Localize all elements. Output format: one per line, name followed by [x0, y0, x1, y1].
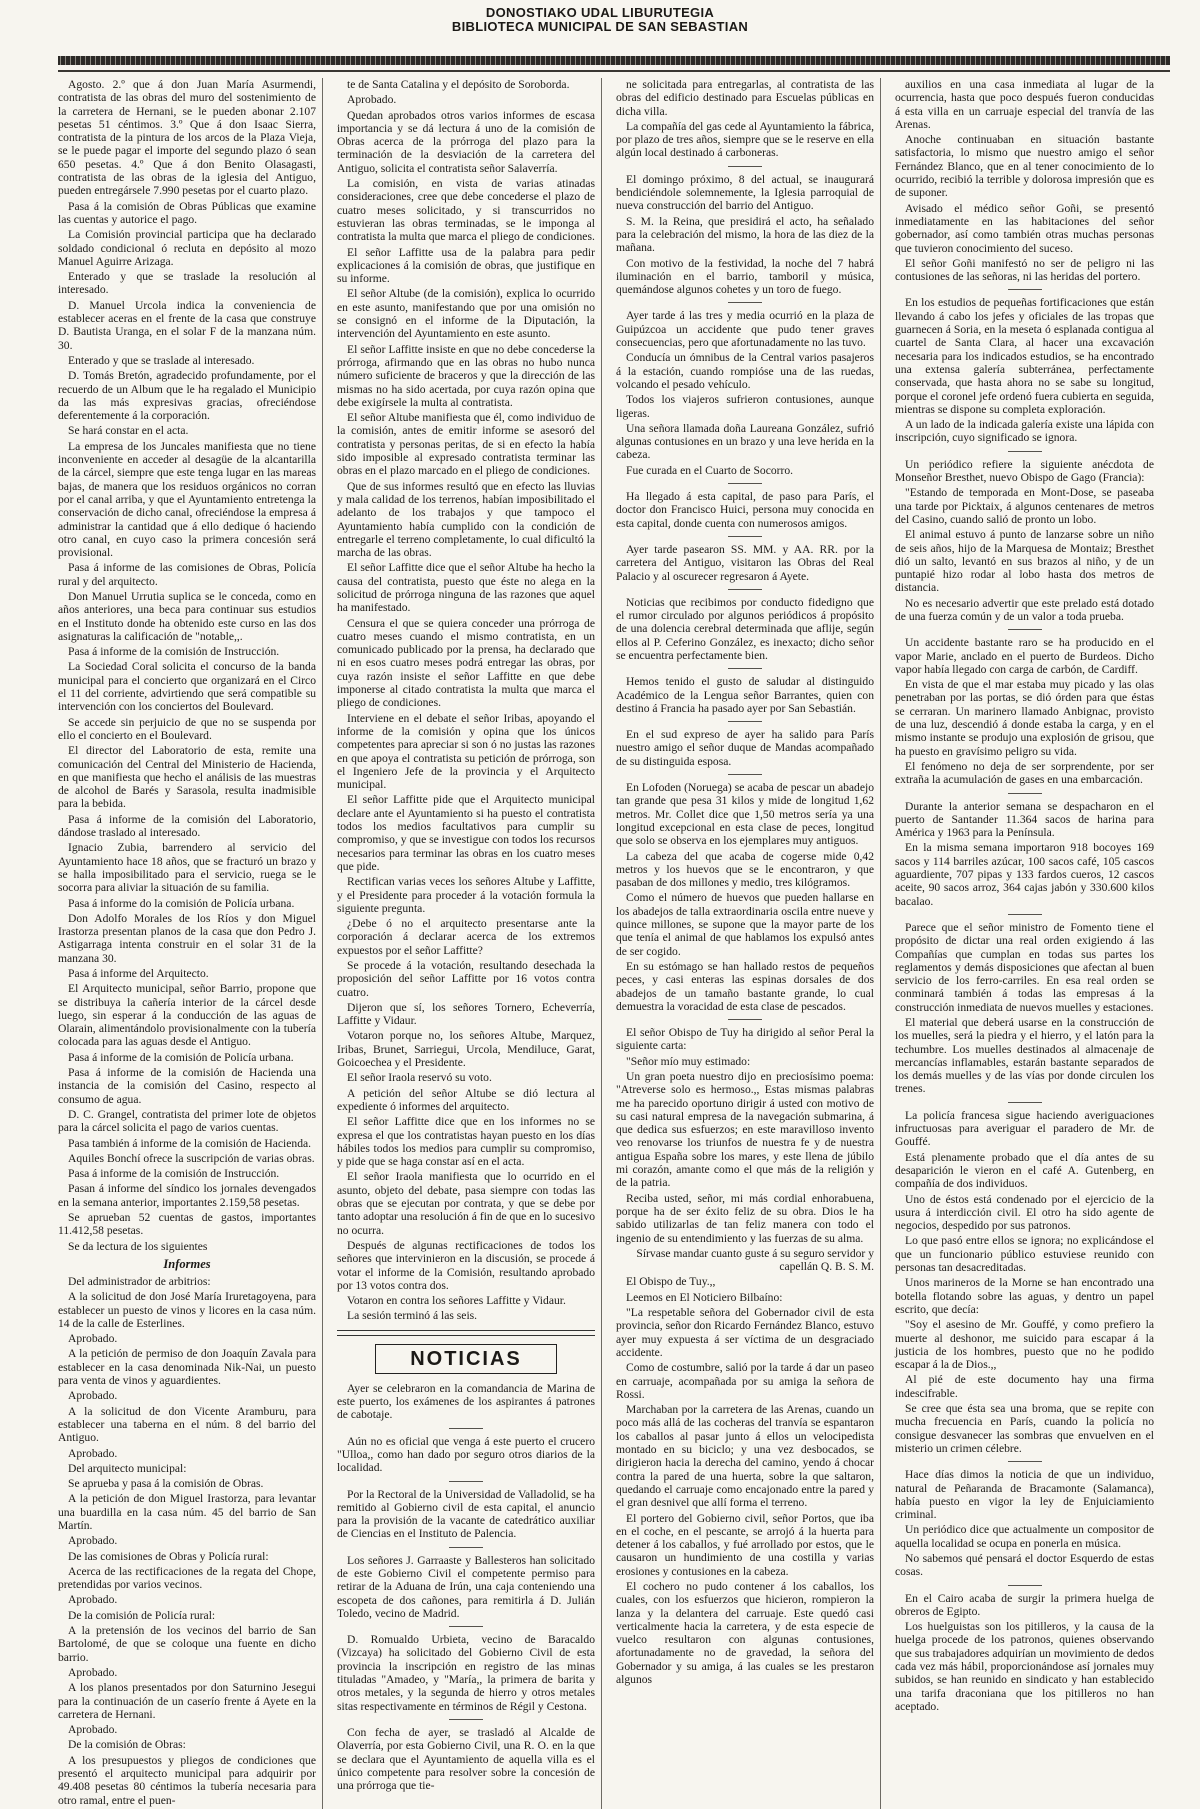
news-item: Los huelguistas son los pitilleros, y la causa de la huelga procede de los patronos, quienes observando que sus trabajadores adquirían un movimiento de dedos cada vez más hábil, proporcionándose así jornales muy subidos, se han reunido en sindicato y han establecido una tarifa draconiana que los pitilleros no han aceptado. — [895, 1620, 1154, 1713]
news-item: Sírvase mandar cuanto guste á su seguro servidor y capellán Q. B. S. M. — [636, 1246, 874, 1274]
news-item: Un gran poeta nuestro dijo en preciosísimo poema: "Atreverse solo es hermoso.,, Estas mismas palabras me ha parecido oportuno dirigir á usted con motivo de su casi natural empresa de la navegación submarina, á que dedica sus esfuerzos; en este maravilloso invento veo renovarse los triunfos de nuestra fe y de nuestra antigua España sobre los mares, y este llena de júbilo mi corazón, amante como el que más de la religión y de la patria. — [616, 1070, 874, 1190]
news-item: Aún no es oficial que venga á este puerto el crucero "Ulloa,, como han dado por seguro otros diarios de la localidad. — [337, 1434, 595, 1475]
news-item: Ayer tarde á las tres y media ocurrió en la plaza de Guipúzcoa un accidente que pudo tener graves consecuencias, pero que afortunadamente no las tuvo. — [616, 309, 874, 350]
item-separator — [1008, 451, 1042, 452]
item-separator — [728, 302, 762, 303]
news-item: Conducía un ómnibus de la Central varios pasajeros á la estación, cuando rompióse una de las ruedas, volcando el pesado vehículo. — [616, 351, 874, 391]
library-name-basque: DONOSTIAKO UDAL LIBURUTEGIA — [485, 5, 715, 20]
item-separator — [728, 721, 762, 722]
news-item: Como de costumbre, salió por la tarde á dar un paseo en carruaje, acompañada por su amiga la señora de Rossi. — [616, 1361, 874, 1401]
article-paragraph: D. Manuel Urcola indica la conveniencia de establecer aceras en el frente de la casa que construye D. Bautista Uranga, en el solar F de la manzana núm. 30. — [58, 298, 316, 352]
masthead-rule — [58, 56, 1170, 65]
article-paragraph: Se hará constar en el acta. — [68, 424, 189, 438]
article-paragraph: El señor Altube manifiesta que él, como individuo de la comisión, antes de emitir informe se asesoró del contratista y personas peritas, de si en efecto la había sido imposible al expresado contratista terminar las obras en el plazo marcado en el pliego de condiciones. — [337, 411, 595, 478]
news-item: El Obispo de Tuy.,, — [626, 1275, 716, 1289]
news-item: En la misma semana importaron 918 bocoyes 169 sacos y 114 barriles azúcar, 100 sacos café, 105 cascos aguardiente, 707 pipas y 133 fardos cueros, 12 cascos aceite, 90 sacos arroz, 364 cajas jabón y 330.600 kilos bacalao. — [895, 841, 1154, 908]
news-item: Un accidente bastante raro se ha producido en el vapor Marie, anclado en el puerto de Burdeos. Dicho vapor había llegado con carga de carbón, de Cardiff. — [895, 636, 1154, 676]
article-paragraph: Censura el que se quiera conceder una prórroga de cuatro meses cuando el mismo contratista, en un comunicado publicado por la prensa, ha declarado que ni en esos cuatro meses podrá entregar las obras, por cuya razón insiste el señor Laffitte en que debe imponerse al citado contratista la multa que marca el pliego de condiciones. — [337, 616, 595, 710]
news-item: En vista de que el mar estaba muy picado y las olas penetraban por las portas, se dió órden para que éstas se cerraran. Un marinero llamado Anbignac, provisto de una luz, descendió á donde estaba la carga, y en el mismo instante se produjo una explosión de grisou, que ha puesto en gravísimo peligro su vida. — [895, 678, 1154, 758]
item-separator — [728, 589, 762, 590]
news-item: Con motivo de la festividad, la noche del 7 habrá iluminación en el barrio, tamboril y música, quemándose algunos cohetes y un toro de fuego. — [616, 256, 874, 297]
item-separator — [1008, 793, 1042, 794]
article-paragraph: A la solicitud de don José María Iruretagoyena, para establecer un puesto de vinos y licores en la casa núm. 14 de la calle de Esterlines. — [58, 1290, 316, 1330]
news-item: Un periódico dice que actualmente un compositor de aquella localidad se ocupa en ponerla en música. — [895, 1523, 1154, 1550]
news-item: Todos los viajeros sufrieron contusiones, aunque ligeras. — [616, 393, 874, 420]
article-paragraph: Aprobado. — [68, 1389, 118, 1403]
item-separator — [449, 1626, 483, 1627]
article-paragraph: A los planos presentados por don Saturnino Jesegui para la continuación de un caserío frente á Ayete en la carretera de Hernani. — [58, 1681, 316, 1721]
article-paragraph: La comisión, en vista de varias atinadas consideraciones, cree que debe concederse el plazo de cuatro meses solicitado, y si transcurridos no estuvieran las obras terminadas, se le imponga al contratista la multa que marca el pliego de condiciones. — [337, 177, 595, 244]
news-item: ne solicitada para entregarlas, al contratista de las obras del edificio destinado para Escuelas públicas en dicha villa. — [616, 78, 874, 118]
article-paragraph: D. C. Grangel, contratista del primer lote de objetos para la cárcel solicita el pago de varios cuentas. — [58, 1107, 316, 1135]
article-paragraph: Aprobado. — [68, 1593, 118, 1607]
library-name-spanish: BIBLIOTECA MUNICIPAL DE SAN SEBASTIAN — [451, 19, 749, 34]
article-paragraph: Pasa á informe del Arquitecto. — [68, 967, 209, 980]
news-item: El portero del Gobierno civil, señor Portos, que iba en el coche, en el pescante, se arrojó á la huerta para detener á los caballos, y fué arrollado por estos, que le causaron un hundimiento de una costilla y varias erosiones y contusiones en la cabeza. — [616, 1511, 874, 1578]
news-item: El animal estuvo á punto de lanzarse sobre un niño de seis años, hijo de la Marquesa de Montaiz; Bresthet dió un salto, levantó en sus brazos al niño, y de un puntapié hizo rodar al lobo hasta dos metros de distancia. — [895, 528, 1154, 595]
article-paragraph: Aprobado. — [68, 1446, 118, 1460]
item-separator — [449, 1481, 483, 1482]
news-item: "Estando de temporada en Mont-Dose, se paseaba una tarde por Picktaix, á algunos centenares de metros del Casino, cuando salió de pronto un lobo. — [895, 486, 1154, 526]
news-item: Como el número de huevos que pueden hallarse en los abadejos de talla extraordinaria oscila entre nueve y quince millones, se supone que la mayor parte de los que tenía el animal de que hablamos los expulsó antes de ser cogido. — [616, 891, 874, 958]
item-separator — [728, 668, 762, 669]
article-paragraph: Enterado y que se traslade al interesado. — [68, 353, 255, 367]
article-paragraph: Votaron en contra los señores Laffitte y Vidaur. — [347, 1294, 566, 1308]
news-item: El señor Obispo de Tuy ha dirigido al señor Peral la siguiente carta: — [616, 1026, 874, 1053]
article-paragraph: Agosto. 2.º que á don Juan María Asurmendi, contratista de las obras del muro del sostenimiento de la carretera de Hernani, se le pueden abonar 2.107 pesetas 51 céntimos. 3.º Que á don Isaac Sierra, contratista de la pintura de los arcos de la Plaza Vieja, se le puede pagar el importe del segundo plazo ó sean 650 pesetas. 4.º Que á don Benito Olasagasti, contratista de las obras de la iglesia del Antiguo, pueden entregársele 7.990 pesetas por el cuarto plazo. — [58, 78, 316, 198]
news-item: Unos marineros de la Morne se han encontrado una botella flotando sobre las aguas, y dentro un papel escrito, que decía: — [895, 1276, 1154, 1316]
article-paragraph: A la solicitud de don Vicente Aramburu, para establecer una taberna en el núm. 8 del barrio del Antiguo. — [58, 1404, 316, 1445]
article-paragraph: El señor Iraola manifiesta que lo ocurrido en el asunto, objeto del debate, pasa siempre con todas las obras que se ejecutan por contrata, y que se debe por tanto adoptar una resolución á fin de que en lo sucesivo no ocurra. — [337, 1170, 595, 1237]
section-heading-informes: Informes — [163, 1256, 211, 1271]
article-paragraph: De las comisiones de Obras y Policía rural: — [68, 1549, 269, 1563]
news-item: Avisado el médico señor Goñi, se presentó inmediatamente en las habitaciones del señor gobernador, así como también otras muchas personas que tuvieron conocimiento del suceso. — [895, 201, 1154, 255]
article-paragraph: El señor Laffitte dice que en los informes no se expresa el que los contratistas hayan puesto en los días hábiles todos los medios para cumplir su compromiso, y pide que se haga constar así en el acta. — [337, 1115, 595, 1169]
section-divider — [337, 1330, 595, 1336]
article-paragraph: Dijeron que sí, los señores Tornero, Echeverría, Laffitte y Vidaur. — [337, 1000, 595, 1028]
item-separator — [449, 1547, 483, 1548]
news-item: Una señora llamada doña Laureana González, sufrió algunas contusiones en un brazo y una leve herida en la cabeza. — [616, 421, 874, 462]
article-paragraph: Pasan á informe del síndico los jornales devengados en la semana anterior, importantes 2.159,58 pesetas. — [58, 1182, 316, 1209]
column-4 — [895, 78, 1160, 1809]
article-paragraph: Aprobado. — [68, 1665, 118, 1679]
article-paragraph: A la petición de don Miguel Irastorza, para levantar una buardilla en la casa núm. 45 del barrio de San Martín. — [58, 1492, 316, 1532]
article-paragraph: Se aprueban 52 cuentas de gastos, importantes 11.412,58 pesetas. — [58, 1211, 316, 1238]
article-paragraph: Se aprueba y pasa á la comisión de Obras. — [68, 1477, 264, 1491]
article-paragraph: Aprobado. — [68, 1534, 118, 1548]
news-item: En los estudios de pequeñas fortificaciones que están llevando á cabo los jefes y oficiales de las tropas que guarnecen á Soria, en la meseta ó esplanada contigua al cuartel de Santa Clara, al hacer una excavación necesaria para los indicados estudios, se ha encontrado una extensa galería subterránea, perfectamente conservada, que hasta ahora no se sabe su longitud, porque el coronel jefe ordenó fuera cubierta en seguida, mientras se dispone su completa exploración. — [895, 296, 1154, 416]
news-item: No es necesario advertir que este prelado está dotado de una fuerza común y de un valor a toda prueba. — [895, 596, 1154, 623]
item-separator — [1008, 1585, 1042, 1586]
article-paragraph: ¿Debe ó no el arquitecto presentarse ante la corporación á declarar acerca de los extremos expuestos por el señor Laffitte? — [337, 917, 595, 957]
item-separator — [728, 166, 762, 167]
article-paragraph: Se procede á la votación, resultando desechada la proposición del señor Laffitte por 16 votos contra cuatro. — [337, 959, 595, 999]
item-separator — [728, 536, 762, 537]
article-paragraph: A los presupuestos y pliegos de condiciones que presentó el arquitecto municipal para adquirir por 49.408 pesetas 80 céntimos la tubería necesaria para otro ramal, entre el puen- — [58, 1753, 316, 1807]
news-item: El señor Goñi manifestó no ser de peligro ni las contusiones de las señoras, ni las heridas del portero. — [895, 256, 1154, 284]
news-item: La cabeza del que acaba de cogerse mide 0,42 metros y los huevos que se le encontraron, y que pasaban de dos millones y medio, tres kilógramos. — [616, 849, 874, 890]
article-paragraph: Enterado y que se traslade la resolución al interesado. — [58, 270, 316, 297]
article-paragraph: A petición del señor Altube se dió lectura al expediente ó informes del arquitecto. — [337, 1086, 595, 1113]
column-3 — [616, 78, 881, 1809]
news-item: Está plenamente probado que el día antes de su desaparición le vieron en el café A. Gutenberg, en compañía de dos individuos. — [895, 1150, 1154, 1191]
article-paragraph: D. Tomás Bretón, agradecido profundamente, por el recuerdo de un Album que le ha regalado el Municipio da las más expresivas gracias, ofreciéndose deferentemente á la corporación. — [58, 369, 316, 423]
article-paragraph: Pasa á informe de la comisión de Instrucción. — [68, 645, 280, 659]
news-item: Anoche continuaban en situación bastante satisfactoria, lo mismo que nuestro amigo el señor Fernández Blanco, que en al tener conocimiento de lo ocurrido, recibió la terrible y dolorosa impresión que es de suponer. — [895, 133, 1154, 200]
article-paragraph: A la petición de permiso de don Joaquín Zavala para establecer en la casa denominada Nik-Nai, un puesto para venta de vinos y aguardientes. — [58, 1347, 316, 1388]
news-item: Hace días dimos la noticia de que un individuo, natural de Peñaranda de Bracamonte (Salamanca), había puesto en vigor la ley de Enjuiciamiento criminal. — [895, 1468, 1154, 1522]
news-item: Al pié de este documento hay una firma indescifrable. — [895, 1373, 1154, 1400]
column-2 — [337, 78, 602, 1809]
item-separator — [728, 774, 762, 775]
column-1 — [58, 78, 323, 1809]
news-item: Ayer tarde pasearon SS. MM. y AA. RR. por la carretera del Antiguo, visitaron las Obras del Real Palacio y al oscurecer regresaron á Ayete. — [616, 542, 874, 583]
news-item: No sabemos qué pensará el doctor Esquerdo de estas cosas. — [895, 1551, 1154, 1579]
news-item: Noticias que recibimos por conducto fidedigno que el rumor circulado por algunos periódicos á propósito de una dolencia cerebral determinada que aflije, según ellos al P. Ceferino González, es inexacto; dicho señor se encuentra perfectamente bien. — [616, 595, 874, 662]
article-paragraph: Del administrador de arbitrios: — [68, 1274, 211, 1288]
news-item: En el Cairo acaba de surgir la primera huelga de obreros de Egipto. — [895, 1591, 1154, 1618]
item-separator — [1008, 289, 1042, 290]
news-item: En el sud expreso de ayer ha salido para París nuestro amigo el señor duque de Mandas acompañado de su distinguida esposa. — [616, 728, 874, 768]
news-item: "La respetable señora del Gobernador civil de esta provincia, señor don Ricardo Fernández Blanco, estuvo ayer muy expuesta á ser víctima de un desgraciado accidente. — [616, 1306, 874, 1359]
article-paragraph: Pasa á informe de la comisión de Hacienda una instancia de la comisión del Casino, respecto al consumo de agua. — [58, 1066, 316, 1106]
news-item: Con fecha de ayer, se trasladó al Alcalde de Olaverría, por esta Gobierno Civil, una R. O. en la que se declara que el Ayuntamiento de aquella villa es el único competente para resolver sobre la concesión de una prórroga que tie- — [337, 1725, 595, 1793]
news-item: "Soy el asesino de Mr. Gouffé, y como prefiero la muerte al deshonor, me suicido para escapar á la justicia de los hombres, puesto que no he podido escapar á la de Dios.,, — [895, 1318, 1154, 1372]
article-paragraph: Del arquitecto municipal: — [68, 1461, 187, 1475]
article-paragraph: Se da lectura de los siguientes — [68, 1239, 208, 1253]
article-paragraph: El Arquitecto municipal, señor Barrio, propone que se distribuya la cañería interior de la cárcel desde luego, sin esperar á la conducción de las aguas de Olarain, alimentándolo provisionalmente con la tubería colocada para las aguas desde el Antiguo. — [58, 982, 316, 1049]
news-item: El domingo próximo, 8 del actual, se inaugurará bendiciéndole solemnemente, la Iglesia parroquial de nueva construcción del barrio del Antiguo. — [616, 172, 874, 213]
item-separator — [1008, 914, 1042, 915]
article-paragraph: La Comisión provincial participa que ha declarado soldado condicional ó recluta en depósito al mozo Manuel Aguirre Arizaga. — [58, 228, 316, 268]
library-header — [0, 6, 1200, 34]
article-paragraph: A la pretensión de los vecinos del barrio de San Bartolomé, de que se coloque una fuente en dicho barrio. — [58, 1624, 316, 1664]
article-paragraph: Don Adolfo Morales de los Ríos y don Miguel Irastorza presentan planos de la casa que don Pedro J. Astigarraga intenta construir en el solar 31 de la manzana 30. — [58, 911, 316, 965]
news-item: Leemos en El Noticiero Bilbaíno: — [626, 1290, 783, 1304]
article-paragraph: Pasa á informe de las comisiones de Obras, Policía rural y del arquitecto. — [58, 561, 316, 588]
news-item: S. M. la Reina, que presidirá el acto, ha señalado para la celebración del mismo, la hora de las diez de la mañana. — [616, 214, 874, 255]
article-paragraph: La sesión terminó á las seis. — [347, 1309, 478, 1323]
news-item: "Señor mío muy estimado: — [626, 1054, 751, 1068]
item-separator — [1008, 629, 1042, 630]
article-paragraph: Interviene en el debate el señor Iribas, apoyando el informe de la comisión y opina que los únicos competentes para apreciar si son ó no justas las razones en que apoya el contratista su petición de prórroga, son el Ingeniero Jefe de la provincia y el Arquitecto municipal. — [337, 711, 595, 792]
news-item: Reciba usted, señor, mi más cordial enhorabuena, porque ha de ser éxito feliz de su obra. Dios le ha sabido utilizarlas de tan feliz manera con todo el ingenio de su entendimiento y las fuerzas de su alma. — [616, 1191, 874, 1245]
article-paragraph: Quedan aprobados otros varios informes de escasa importancia y se dá lectura á uno de la comisión de Obras acerca de la prórroga del plazo para la terminación de la desviación de la carretera del Antiguo, solicita el contratista señor Salaverría. — [337, 108, 595, 175]
article-paragraph: Pasa á informe do la comisión de Policía urbana. — [68, 896, 295, 910]
article-paragraph: El señor Laffitte usa de la palabra para pedir explicaciones á la comisión de obras, que justifique en su informe. — [337, 245, 595, 286]
article-paragraph: El señor Laffitte insiste en que no debe concederse la prórroga, afirmando que en las obras no hubo nunca número suficiente de braceros y que la dirección de las mismas no ha sido acertada, por cuya razón opina que debe exigírsele la multa al contratista. — [337, 342, 595, 409]
news-item: A un lado de la indicada galería existe una lápida con inscripción, cuyo significado se ignora. — [895, 418, 1154, 445]
news-item: Por la Rectoral de la Universidad de Valladolid, se ha remitido al Gobierno civil de esta capital, el anuncio para la provisión de la vacante de catedrático auxiliar de Ciencias en el Instituto de Palencia. — [337, 1487, 595, 1541]
article-paragraph: El señor Laffitte dice que el señor Altube ha hecho la causa del contratista, puesto que éste no alega en la solicitud de prórroga ninguna de las razones que aquel ha manifestado. — [337, 561, 595, 615]
news-item: El material que deberá usarse en la construcción de los muelles, será la piedra y el hierro, y el latón para la techumbre. Los muelles destinados al almacenaje de mercancías inflamables, estarán bastante separados de los demás muelles y de las vías por donde circulen los trenes. — [895, 1016, 1154, 1096]
news-item: D. Romualdo Urbieta, vecino de Baracaldo (Vizcaya) ha solicitado del Gobierno Civil de esta provincia la inscripción en registro de las minas tituladas "Amadeo, y "María,, la primera de barita y otros metales, y la segunda de hierro y otros metales sitas respectivamente en términos de Régil y Cestona. — [337, 1633, 595, 1713]
news-item: Se cree que ésta sea una broma, que se repite con mucha frecuencia en París, cuando la policía no consigue desvanecer las sombras que envuelven en el misterio un crimen célebre. — [895, 1402, 1154, 1455]
news-item: La compañía del gas cede al Ayuntamiento la fábrica, por plazo de tres años, siempre que se le reserve en ella algún local destinado á carboneras. — [616, 119, 874, 160]
news-item: Un periódico refiere la siguiente anécdota de Monseñor Bresthet, nuevo Obispo de Gago (Francia): — [895, 457, 1154, 485]
article-paragraph: Rectifican varias veces los señores Altube y Laffitte, y el Presidente para proceder á la votación formula la siguiente pregunta. — [337, 875, 595, 915]
item-separator — [728, 483, 762, 484]
article-paragraph: Acerca de las rectificaciones de la regata del Chope, pretendidas por varios vecinos. — [58, 1564, 316, 1592]
article-paragraph: El señor Iraola reservó su voto. — [347, 1071, 492, 1085]
article-paragraph: De la comisión de Obras: — [68, 1738, 186, 1752]
news-item: Uno de éstos está condenado por el ejercicio de la usura á interdicción civil. El otro ha sido agente de negocios, despedido por sus patronos. — [895, 1192, 1154, 1233]
article-paragraph: El señor Altube (de la comisión), explica lo ocurrido en este asunto, manifestando que por una omisión no se consignó en el informe de la Diputación, la intervención del Ayuntamiento en este asunto. — [337, 287, 595, 341]
article-paragraph: El señor Laffitte pide que el Arquitecto municipal declare ante el Ayuntamiento si ha puesto el contratista todos los medios facultativos para cumplir su compromiso, y que se investigue con todos los recursos necesarios para terminar las obras en los cuatro meses que pide. — [337, 793, 595, 873]
article-paragraph: De la comisión de Policía rural: — [68, 1608, 216, 1622]
news-item: Fue curada en el Cuarto de Socorro. — [626, 463, 794, 477]
article-paragraph: La empresa de los Juncales manifiesta que no tiene inconveniente en acceder al desagüe de la alcantarilla de la cárcel, siempre que este tenga lugar en las mareas bajas, de manera que los residuos orgánicos no corran por el canal arriba, y que el Ayuntamiento entretenga la conservación de dicho canal, ofreciéndose la empresa á administrar la cantidad que á ello dedique ó haciendo otro canal, en cuyo caso la primera concesión será provisional. — [58, 439, 316, 560]
article-paragraph: El director del Laboratorio de esta, remite una comunicación del Central del Ministerio de Hacienda, en que manifiesta que hecho el análisis de las muestras de alcohol de Barés y Sarasola, resulta inadmisible para la bebida. — [58, 744, 316, 811]
item-separator — [449, 1719, 483, 1720]
section-heading-noticias: NOTICIAS — [375, 1344, 557, 1374]
item-separator — [1008, 1102, 1042, 1103]
article-paragraph: Pasa también á informe de la comisión de Hacienda. — [68, 1136, 312, 1150]
article-paragraph: Pasa á informe de la comisión del Laboratorio, dándose traslado al interesado. — [58, 812, 316, 840]
news-item: Los señores J. Garraaste y Ballesteros han solicitado de este Gobierno Civil el competente permiso para retirar de la Aduana de Irún, una caja conteniendo una escopeta de dos cañones, para remitirla á D. Julián Toledo, vecino de Madrid. — [337, 1553, 595, 1620]
article-paragraph: Votaron porque no, los señores Altube, Marquez, Iribas, Brunet, Sarriegui, Urcola, Mendiluce, Garat, Goicoechea y el Presidente. — [337, 1029, 595, 1070]
masthead-thin-rule — [58, 70, 1170, 72]
article-paragraph: Aprobado. — [68, 1332, 118, 1346]
article-paragraph: Que de sus informes resultó que en efecto las lluvias y mala calidad de los terrenos, habían imposibilitado el adelanto de los trabajos y que tampoco el Ayuntamiento había cumplido con la condición de entregarle el terreno completamente, lo cual dificultó la marcha de las obras. — [337, 479, 595, 560]
news-item: Ha llegado á esta capital, de paso para París, el doctor don Francisco Huici, persona muy conocida en esta capital, donde cuenta con numerosos amigos. — [616, 490, 874, 530]
news-item: Parece que el señor ministro de Fomento tiene el propósito de dictar una real orden exigiendo á las Compañías que cumplan en todas sus partes los reglamentos y demás disposiciones que afectan al buen servicio de los ferro-carriles. En esa real orden se conminará también á todas las empresas á la construcción inmediata de nuevos muelles y estaciones. — [895, 920, 1154, 1014]
article-paragraph: La Sociedad Coral solicita el concurso de la banda municipal para el concierto que organizará en el Circo el 11 del corriente, advirtiendo que será compatible su intervención con los conciertos del Boulevard. — [58, 660, 316, 714]
article-paragraph: Aquiles Bonchí ofrece la suscripción de varias obras. — [68, 1151, 315, 1165]
article-paragraph: Aprobado. — [347, 93, 397, 107]
item-separator — [449, 1428, 483, 1429]
item-separator — [1008, 1461, 1042, 1462]
news-item: Marchaban por la carretera de las Arenas, cuando un poco más allá de las cocheras del tranvía se espantaron los caballos al pasar junto á ellos un velocipedista montado en su biciclo; y una vez desbocados, se dirigieron hacia la derecha del camino, yendo á chocar contra la pared de una huerta, sobre la que saltaron, quedando el carruaje como encajonado entre la pared y el gran desnivel que allí forma el terreno. — [616, 1403, 874, 1510]
news-item: Ayer se celebraron en la comandancia de Marina de este puerto, los exámenes de los aspirantes á patrones de cabotaje. — [337, 1381, 595, 1422]
news-item: Lo que pasó entre ellos se ignora; no explicándose el que un funcionario público estuviese reunido con personas tan desacreditadas. — [895, 1234, 1154, 1275]
news-item: El cochero no pudo contener á los caballos, los cuales, con los esfuerzos que hicieron, rompieron la lanza y la delantera del carruaje. Este quedó casi verticalmente hacia la carretera, y de esta especie de vuelco resultaron con algunas contusiones, afortunadamente no de gravedad, la señora del Gobernador y su amiga, á las cuales se les prestaron algunos — [616, 1579, 874, 1687]
news-item: auxilios en una casa inmediata al lugar de la ocurrencia, hasta que poco después fueron conducidas á esta villa en un carruaje especial del tranvía de las Arenas. — [895, 78, 1154, 131]
news-item: Durante la anterior semana se despacharon en el puerto de Santander 11.364 sacos de harina para América y 1963 para la Península. — [895, 799, 1154, 840]
news-item: En su estómago se han hallado restos de pequeños peces, y casi enteras las espinas dorsales de dos abadejos de un tamaño bastante grande, lo cual demuestra la voracidad de esta clase de pescados. — [616, 959, 874, 1013]
news-item: El fenómeno no deja de ser sorprendente, por ser extraña la acumulación de gases en una embarcación. — [895, 759, 1154, 787]
item-separator — [728, 1019, 762, 1020]
newspaper-columns — [58, 78, 1170, 1807]
article-paragraph: Se accede sin perjuicio de que no se suspenda por ello el concierto en el Boulevard. — [58, 715, 316, 742]
news-item: Hemos tenido el gusto de saludar al distinguido Académico de la Lengua señor Barrantes, quien con destino á Francia ha pasado ayer por San Sebastián. — [616, 675, 874, 715]
news-item: En Lofoden (Noruega) se acaba de pescar un abadejo tan grande que pesa 31 kilos y mide de longitud 1,62 metros. Mr. Collet dice que 1,50 metros sería ya una longitud excepcional en esta clase de peces, longitud que solo se observa en los ejemplares muy antiguos. — [616, 781, 874, 848]
article-paragraph: Pasa á informe de la comisión de Instrucción. — [68, 1167, 280, 1181]
article-paragraph: Don Manuel Urrutia suplica se le conceda, como en años anteriores, una beca para continuar sus estudios en el Instituto donde ha obtenido este curso en las dos asignaturas la calificación de "notable,,. — [58, 589, 316, 643]
article-paragraph: Aprobado. — [68, 1723, 118, 1737]
article-paragraph: te de Santa Catalina y el depósito de Soroborda. — [347, 78, 570, 91]
article-paragraph: Pasa á informe de la comisión de Policía urbana. — [68, 1050, 294, 1064]
article-paragraph: Ignacio Zubia, barrendero al servicio del Ayuntamiento hace 18 años, que se fracturó un brazo y se halla imposibilitado para el servicio, ruega se le socorra para aliviar la situación de su familia. — [58, 841, 316, 895]
article-paragraph: Pasa á la comisión de Obras Públicas que examine las cuentas y autorice el pago. — [58, 199, 316, 226]
article-paragraph: Después de algunas rectificaciones de todos los señores que intervinieron en la discusión, se procede á votar el informe de la Comisión, resultando aprobado por 13 votos contra dos. — [337, 1238, 595, 1292]
news-item: La policía francesa sigue haciendo averiguaciones infructuosas para averiguar el paradero de Mr. de Gouffé. — [895, 1108, 1154, 1149]
